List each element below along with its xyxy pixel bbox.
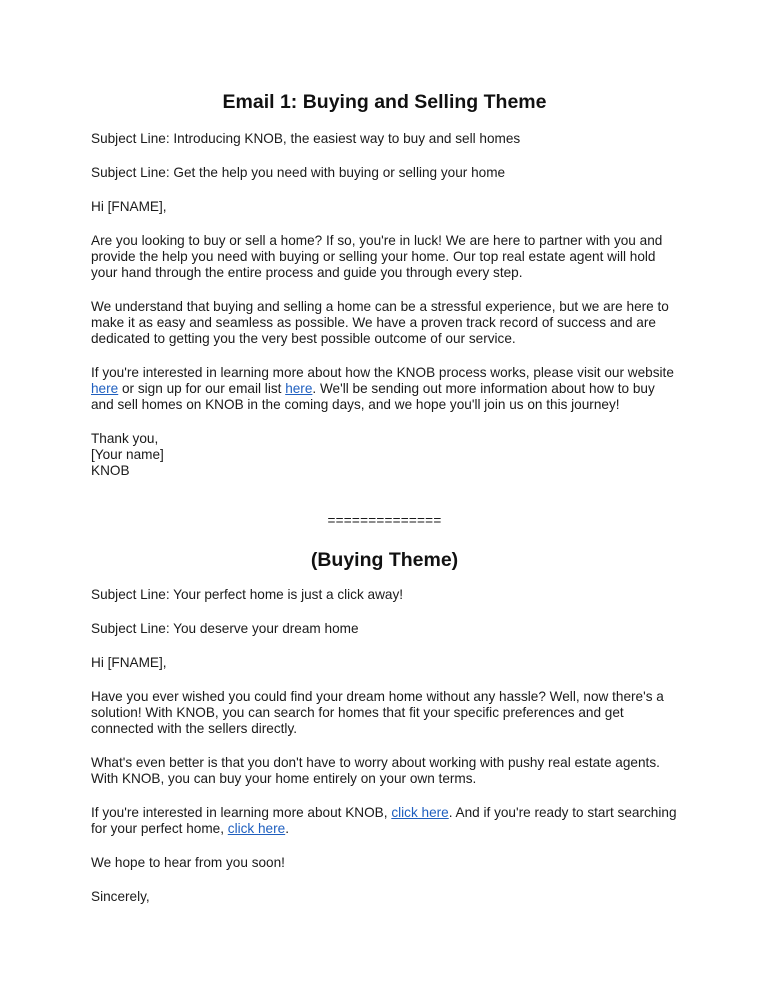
email2-paragraph-3-text-b: . And if you're ready to start searching for your perfect home,	[91, 805, 677, 836]
email2-paragraph-1: Have you ever wished you could find your dream home without any hassle? Well, now there's a solution! With KNOB, you can search for homes that fit your specific preferences and get connected with the sellers directly.	[91, 689, 664, 736]
email1-paragraph-3-text-b: or sign up for our email list	[118, 381, 286, 396]
email1-paragraph-3-text-c: . We'll be sending out more information about how to buy and sell homes on KNOB in the coming days, and we hope you'll join us on this journey!	[91, 381, 655, 412]
email2-click-here-link-learn-more[interactable]: click here	[391, 805, 449, 820]
email1-paragraph-3	[91, 365, 678, 413]
email2-title: (Buying Theme)	[310, 549, 459, 571]
email2-greeting: Hi [FNAME],	[91, 655, 167, 670]
section-divider: ==============	[327, 513, 442, 528]
email2-subject-line-1: Subject Line: Your perfect home is just a click away!	[91, 587, 404, 602]
email1-here-link-email-list[interactable]: here	[285, 381, 313, 396]
email2-paragraph-2: What's even better is that you don't have to worry about working with pushy real estate agents. With KNOB, you can buy your home entirely on your own terms.	[91, 755, 660, 786]
email1-here-link-website[interactable]: here	[91, 381, 119, 396]
email1-company: KNOB	[91, 463, 130, 478]
email2-paragraph-3-text-a: If you're interested in learning more about KNOB,	[91, 805, 392, 820]
email2-subject-line-2: Subject Line: You deserve your dream home	[91, 621, 359, 636]
email1-paragraph-1: Are you looking to buy or sell a home? If so, you're in luck! We are here to partner with you and provide the help you need with buying or selling your home. Our top real estate agent will hold your hand through the entire process and guide you through every step.	[91, 233, 663, 280]
email1-signature	[91, 431, 678, 479]
email2-closing: We hope to hear from you soon!	[91, 855, 285, 870]
email2-click-here-link-search[interactable]: click here	[227, 821, 286, 836]
email2-paragraph-3-text-c: .	[285, 821, 289, 836]
email1-paragraph-2: We understand that buying and selling a home can be a stressful experience, but we are here to make it as easy and seamless as possible. We have a proven track record of success and are dedicated to getting you the very best possible outcome of our service.	[91, 299, 669, 346]
email2-signoff: Sincerely,	[91, 889, 150, 904]
email1-subject-line-2: Subject Line: Get the help you need with buying or selling your home	[91, 165, 506, 180]
email1-signoff: Thank you,	[91, 431, 159, 446]
email1-sender-name: [Your name]	[91, 447, 164, 462]
email2-paragraph-3	[91, 805, 678, 837]
email1-subject-line-1: Subject Line: Introducing KNOB, the easiest way to buy and sell homes	[91, 131, 521, 146]
email1-title: Email 1: Buying and Selling Theme	[222, 91, 547, 113]
email1-greeting: Hi [FNAME],	[91, 199, 167, 214]
email1-paragraph-3-text-a: If you're interested in learning more about how the KNOB process works, please visit our website	[91, 365, 674, 380]
